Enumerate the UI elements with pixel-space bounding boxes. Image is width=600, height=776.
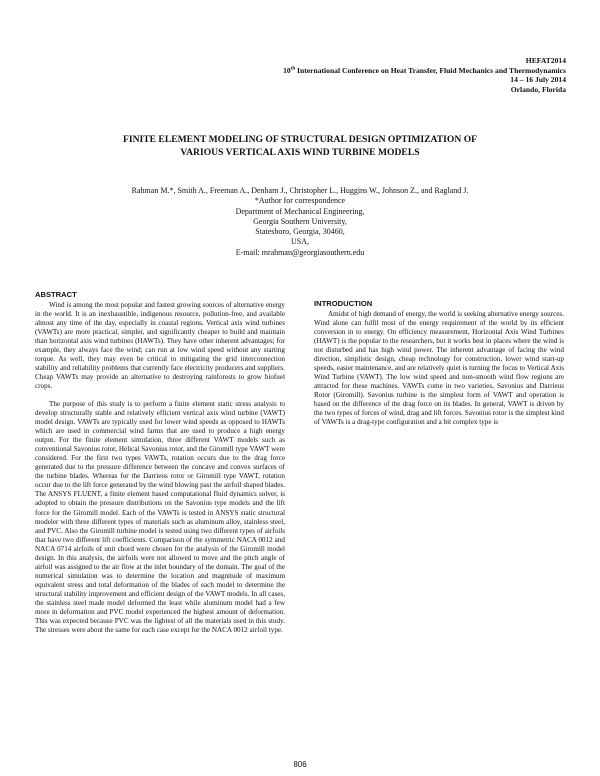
author-department: Department of Mechanical Engineering, (235, 206, 365, 216)
right-column (314, 290, 564, 427)
paper-title (60, 134, 540, 159)
correspondence-note: *Author for correspondence (254, 196, 346, 206)
title-line-2: VARIOUS VERTICAL AXIS WIND TURBINE MODELS (180, 146, 420, 158)
abstract-paragraph-1: Wind is among the most popular and fastest growing sources of alternative energy in the world. It is an inexhaustible, indigenous resource, pollution-free, and available almost any time of the day, especially in coastal regions. Vertical axis wind turbines (VAWTs) are more practical, simpler, and significantly cheaper to build and maintain than horizontal axis wind turbines (HAWTs). They have other inherent advantages; for example, they always face the wind; can run at low wind speed without any starting torque. As well, they may even be critical to mitigating the grid interconnection stability and reliability problems that currently face electricity producers and suppliers. Cheap VAWTs may provide an alternative to destroying rainforests to grow biofuel crops. (35, 300, 285, 390)
introduction-paragraph-1: Amidst of high demand of energy, the world is seeking alternative energy sources. Wind alone can fulfil most of the energy requirement of the world by its efficient conversion in to energy. On efficiency measurement, Horizontal Axis Wind Turbines (HAWT) is the popular to the researchers, but it works best in places where the wind is not disturbed and has high wind power. The inherent advantage of facing the wind direction, simplistic design, cheap technology for construction, lower wind start-up speeds, easier maintenance, and are relatively quiet is turning the focus to Vertical Axis Wind Turbine (VAWT). The low wind speed and non-smooth wind flow regions are attracted for these machines. VAWTs come in two varieties, Savonius and Darrieus Rotor (Giromill). Savonius turbine is the simplest form of VAWT and operation is based on the difference of the drag force on its blades. In general, VAWT is driven by the two types of forces of wind, drag and lift forces. Savonius rotor is the simplest kind of VAWTs is a drag-type configuration and a bit complex type is (314, 309, 564, 427)
author-city: Statesboro, Georgia, 30460, (255, 227, 345, 237)
abstract-paragraph-2: The purpose of this study is to perform a finite element static stress analysis to develop structurally stable and relatively efficient vertical axis wind turbine (VAWT) model design. VAWTs are typically used for lower wind speeds as opposed to HAWTs which are used in commercial wind farms that are used to produce a high energy output. For the finite element simulation, three different VAWT models such as conventional Savonius rotor, Helical Savonius rotor, and the Giromill type VAWT were considered. For the first two types VAWTs, rotation occurs due to the drag force generated due to the pressure difference between the concave and convex surfaces of the turbine blades. Whereas for the Darrieus rotor or Giromill type VAWT, rotation occur due to the lift force generated by the wind blowing past the airfoil shaped blades. The ANSYS FLUENT, a finite element based computational fluid dynamics solver, is adopted to obtain the pressure distributions on the Savonius type models and the lift force for the Giromill model. Each of the VAWTs is tested in ANSYS static structural modeler with three different types of materials such as aluminum alloy, stainless steel, and PVC. Also the Giromill turbine model is tested using two different types of airfoils that have two different lift coefficients. Comparison of the symmetric NACA 0012 and NACA 0714 airfoils of unit chord were chosen for the analysis of the Giromill model design. In this analysis, the airfoils were not allowed to move and the pitch angle of airfoil was assigned to the air flow at the inlet boundary of the domain. The goal of the numerical simulation was to determine the location and magnitude of maximum equivalent stress and total deformation of the blades of each model to determine the structural stability improvement and efficient design of the VAWT models. In all cases, the stainless steel made model deformed the least while aluminum model had a few more in deformation and PVC model experienced the highest amount of deformation. This was expected because PVC was the lightest of all the materials used in this study. The stresses were about the same for each case except for the NACA 0012 airfoil type. (35, 399, 285, 635)
author-block (40, 186, 560, 258)
author-names: Rahman M.*, Smith A., Freeman A., Denham J., Christopher L., Huggins W., Johnson Z., and Ragland J. (131, 186, 469, 195)
introduction-heading: INTRODUCTION (314, 299, 373, 308)
conference-code: HEFAT2014 (525, 56, 566, 65)
conference-header (86, 56, 566, 94)
title-line-1: FINITE ELEMENT MODELING OF STRUCTURAL DESIGN OPTIMIZATION OF (122, 134, 478, 145)
conference-location: Orlando, Florida (510, 84, 566, 94)
left-column (35, 290, 285, 635)
conference-dates: 14 – 16 July 2014 (510, 75, 566, 84)
conference-name: 10th International Conference on Heat Transfer, Fluid Mechanics and Thermodynamics (283, 65, 566, 75)
author-country: USA, (290, 237, 309, 247)
abstract-heading: ABSTRACT (35, 290, 77, 299)
author-email: E-mail: mrahman@georgiasouthern.edu (235, 247, 365, 257)
page-number: 806 (293, 760, 307, 769)
author-university: Georgia Southern University, (253, 216, 347, 226)
